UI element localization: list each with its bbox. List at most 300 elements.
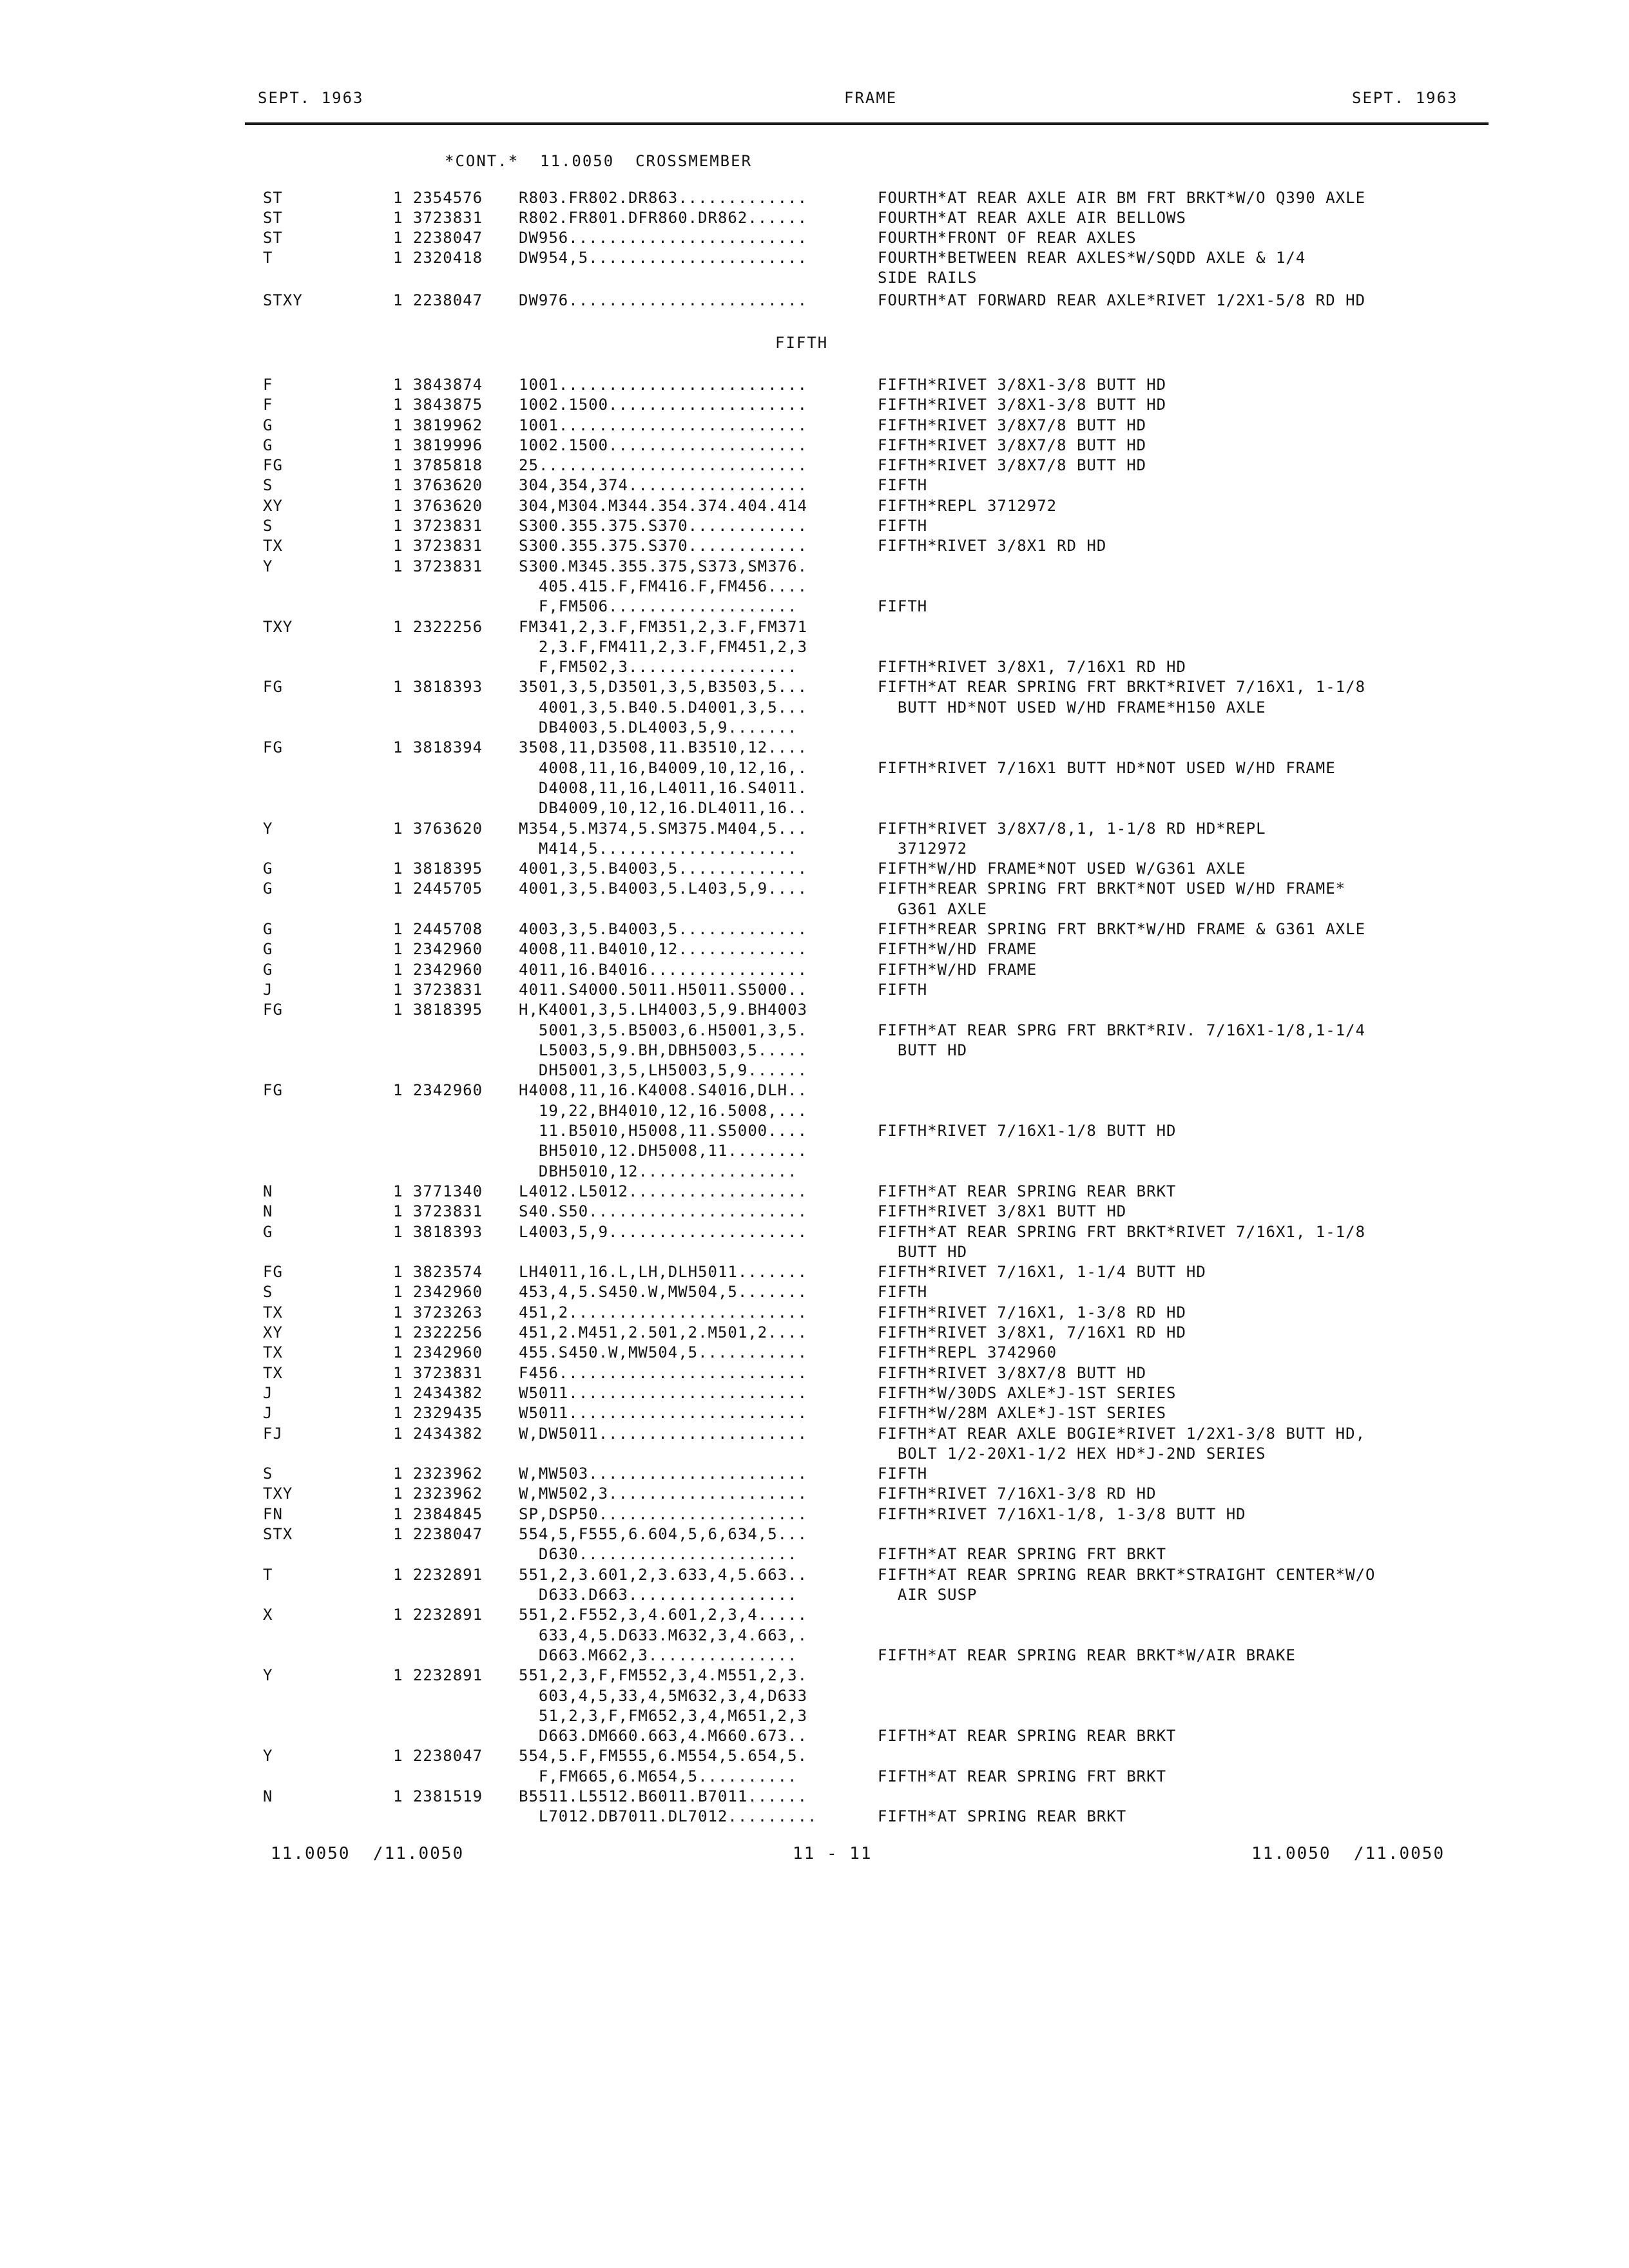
list-item xyxy=(0,189,1629,209)
row-description: FIFTH*REAR SPRING FRT BRKT*W/HD FRAME & G361 AXLE xyxy=(878,920,1366,938)
row-description: FIFTH*AT REAR SPRING REAR BRKT*STRAIGHT CENTER*W/O xyxy=(878,1566,1376,1584)
list-item xyxy=(0,1182,1629,1202)
row-code: FG xyxy=(263,738,283,756)
list-item xyxy=(0,718,1629,738)
row-models: 554,5,F555,6.604,5,6,634,5... xyxy=(519,1525,808,1543)
row-code: G xyxy=(263,940,273,958)
list-item xyxy=(0,1646,1629,1666)
row-part-number: 1 3723263 xyxy=(393,1303,483,1321)
list-item xyxy=(0,900,1629,920)
row-part-number: 1 2232891 xyxy=(393,1666,483,1684)
list-item xyxy=(0,1425,1629,1445)
list-item xyxy=(0,1243,1629,1263)
row-part-number: 1 3819996 xyxy=(393,436,483,454)
list-item xyxy=(0,1666,1629,1686)
row-code: TX xyxy=(263,1364,283,1382)
row-models: M354,5.M374,5.SM375.M404,5... xyxy=(519,820,808,838)
row-part-number: 1 2238047 xyxy=(393,1747,483,1765)
row-description: FIFTH*AT REAR SPRING FRT BRKT xyxy=(878,1767,1167,1785)
list-item xyxy=(0,436,1629,456)
row-models: D663.DM660.663,4.M660.673.. xyxy=(519,1727,808,1745)
list-item xyxy=(0,1162,1629,1182)
list-item xyxy=(0,1343,1629,1363)
list-item xyxy=(0,1505,1629,1525)
row-part-number: 1 2232891 xyxy=(393,1606,483,1624)
row-description: FOURTH*BETWEEN REAR AXLES*W/SQDD AXLE & 1/4 xyxy=(878,249,1306,267)
row-description: FIFTH*RIVET 7/16X1 BUTT HD*NOT USED W/HD FRAME xyxy=(878,759,1336,777)
list-item xyxy=(0,1787,1629,1807)
row-models: 1001......................... xyxy=(519,416,808,434)
row-models: 5001,3,5.B5003,6.H5001,3,5. xyxy=(519,1021,808,1039)
row-part-number: 1 2434382 xyxy=(393,1384,483,1402)
row-models: F,FM665,6.M654,5.......... xyxy=(519,1767,798,1785)
row-description: FIFTH*RIVET 3/8X1-3/8 BUTT HD xyxy=(878,396,1167,414)
row-part-number: 1 3763620 xyxy=(393,476,483,494)
row-models: W5011........................ xyxy=(519,1384,808,1402)
row-code: N xyxy=(263,1202,273,1220)
row-description: FIFTH*RIVET 3/8X7/8 BUTT HD xyxy=(878,456,1147,474)
row-part-number: 1 2342960 xyxy=(393,1283,483,1301)
group-title: FIFTH xyxy=(775,334,829,352)
row-models: S40.S50...................... xyxy=(519,1202,808,1220)
row-models: 25........................... xyxy=(519,456,808,474)
row-models: 3508,11,D3508,11.B3510,12.... xyxy=(519,738,808,756)
row-code: FG xyxy=(263,456,283,474)
row-description: FIFTH*AT REAR SPRING REAR BRKT xyxy=(878,1727,1177,1745)
row-models: 405.415.F,FM416.F,FM456.... xyxy=(519,577,808,595)
list-item xyxy=(0,1001,1629,1021)
row-part-number: 1 2322256 xyxy=(393,1323,483,1341)
footer-page-number: 11 - 11 xyxy=(793,1844,872,1863)
list-item xyxy=(0,1404,1629,1424)
row-description: FOURTH*AT REAR AXLE AIR BM FRT BRKT*W/O Q390 AXLE xyxy=(878,189,1366,207)
row-code: Y xyxy=(263,820,273,838)
row-description: FIFTH*AT SPRING REAR BRKT xyxy=(878,1807,1127,1825)
row-models: DBH5010,12................ xyxy=(519,1162,798,1180)
row-part-number: 1 3818395 xyxy=(393,860,483,878)
row-models: 4008,11.B4010,12............. xyxy=(519,940,808,958)
list-item xyxy=(0,1485,1629,1504)
section-title: *CONT.* 11.0050 CROSSMEMBER xyxy=(445,152,753,170)
list-item xyxy=(0,698,1629,718)
list-item xyxy=(0,940,1629,960)
row-models: 1001......................... xyxy=(519,376,808,394)
row-part-number: 1 3723831 xyxy=(393,209,483,227)
row-models: S300.355.375.S370............ xyxy=(519,517,808,535)
row-description: 3712972 xyxy=(878,840,968,858)
row-models: 551,2,3.601,2,3.633,4,5.663.. xyxy=(519,1566,808,1584)
row-part-number: 1 3723831 xyxy=(393,557,483,575)
row-description: FIFTH xyxy=(878,1465,928,1483)
row-description: FIFTH*REAR SPRING FRT BRKT*NOT USED W/HD FRAME* xyxy=(878,879,1346,898)
list-item xyxy=(0,1707,1629,1727)
row-description: FIFTH*RIVET 3/8X7/8 BUTT HD xyxy=(878,416,1147,434)
row-description: SIDE RAILS xyxy=(878,269,978,287)
row-code: G xyxy=(263,879,273,898)
row-part-number: 1 3818393 xyxy=(393,678,483,696)
row-part-number: 1 3818394 xyxy=(393,738,483,756)
list-item xyxy=(0,1586,1629,1606)
list-item xyxy=(0,396,1629,416)
row-part-number: 1 2445705 xyxy=(393,879,483,898)
row-models: 4003,3,5.B4003,5............. xyxy=(519,920,808,938)
list-item xyxy=(0,476,1629,496)
row-description: AIR SUSP xyxy=(878,1586,978,1604)
list-item xyxy=(0,597,1629,617)
row-description: FIFTH*RIVET 3/8X7/8,1, 1-1/8 RD HD*REPL xyxy=(878,820,1266,838)
row-code: G xyxy=(263,961,273,979)
list-item xyxy=(0,249,1629,269)
list-item xyxy=(0,1606,1629,1626)
row-models: W,DW5011..................... xyxy=(519,1425,808,1443)
list-item xyxy=(0,1041,1629,1061)
row-description: BUTT HD xyxy=(878,1041,968,1059)
row-part-number: 1 2381519 xyxy=(393,1787,483,1805)
row-part-number: 1 2354576 xyxy=(393,189,483,207)
row-description: FIFTH*RIVET 3/8X7/8 BUTT HD xyxy=(878,1364,1147,1382)
row-code: J xyxy=(263,1384,273,1402)
row-code: FG xyxy=(263,678,283,696)
list-item xyxy=(0,1202,1629,1222)
row-models: DW954,5...................... xyxy=(519,249,808,267)
row-code: T xyxy=(263,1566,273,1584)
list-item xyxy=(0,779,1629,799)
row-part-number: 1 3723831 xyxy=(393,981,483,999)
list-item xyxy=(0,1465,1629,1485)
row-models: F456......................... xyxy=(519,1364,808,1382)
row-models: 4001,3,5.B40.5.D4001,3,5... xyxy=(519,698,808,716)
row-description: FIFTH*RIVET 7/16X1-3/8 RD HD xyxy=(878,1485,1157,1503)
row-description: FIFTH*REPL 3712972 xyxy=(878,497,1057,515)
header-title: FRAME xyxy=(844,89,898,107)
row-description: FIFTH*RIVET 7/16X1-1/8, 1-3/8 BUTT HD xyxy=(878,1505,1246,1523)
row-part-number: 1 2342960 xyxy=(393,940,483,958)
row-description: FIFTH*RIVET 7/16X1, 1-1/4 BUTT HD xyxy=(878,1263,1206,1281)
row-description: FIFTH xyxy=(878,476,928,494)
row-models: 4001,3,5.B4003,5............. xyxy=(519,860,808,878)
row-code: XY xyxy=(263,497,283,515)
list-item xyxy=(0,1767,1629,1787)
row-models: F,FM502,3................. xyxy=(519,658,798,676)
row-models: M414,5.................... xyxy=(519,840,798,858)
row-part-number: 1 3818395 xyxy=(393,1001,483,1019)
row-code: TXY xyxy=(263,618,293,636)
row-description: FIFTH*RIVET 3/8X1, 7/16X1 RD HD xyxy=(878,658,1186,676)
row-models: W5011........................ xyxy=(519,1404,808,1422)
list-item xyxy=(0,879,1629,899)
list-item xyxy=(0,1566,1629,1586)
row-models: 4011,16.B4016................ xyxy=(519,961,808,979)
row-description: FIFTH*REPL 3742960 xyxy=(878,1343,1057,1361)
list-item xyxy=(0,1283,1629,1303)
row-code: FG xyxy=(263,1081,283,1099)
row-code: G xyxy=(263,436,273,454)
row-code: ST xyxy=(263,229,283,247)
row-code: STX xyxy=(263,1525,293,1543)
row-code: Y xyxy=(263,557,273,575)
row-part-number: 1 2323962 xyxy=(393,1485,483,1503)
row-description: FOURTH*AT REAR AXLE AIR BELLOWS xyxy=(878,209,1186,227)
row-part-number: 1 2232891 xyxy=(393,1566,483,1584)
list-item xyxy=(0,1687,1629,1707)
footer-right: 11.0050 /11.0050 xyxy=(1251,1844,1445,1863)
row-models: 451,2.M451,2.501,2.M501,2.... xyxy=(519,1323,808,1341)
list-item xyxy=(0,860,1629,879)
row-models: 455.S450.W,MW504,5........... xyxy=(519,1343,808,1361)
row-part-number: 1 3723831 xyxy=(393,517,483,535)
list-item xyxy=(0,920,1629,940)
row-models: L7012.DB7011.DL7012......... xyxy=(519,1807,818,1825)
row-description: FIFTH*W/HD FRAME*NOT USED W/G361 AXLE xyxy=(878,860,1246,878)
list-item xyxy=(0,517,1629,537)
row-code: N xyxy=(263,1787,273,1805)
row-code: ST xyxy=(263,189,283,207)
row-models: D4008,11,16,L4011,16.S4011. xyxy=(519,779,808,797)
row-code: FJ xyxy=(263,1425,283,1443)
list-item xyxy=(0,1727,1629,1747)
row-models: L5003,5,9.BH,DBH5003,5..... xyxy=(519,1041,808,1059)
list-item xyxy=(0,678,1629,698)
row-code: FG xyxy=(263,1001,283,1019)
row-code: Y xyxy=(263,1666,273,1684)
row-description: FIFTH xyxy=(878,1283,928,1301)
row-models: L4003,5,9.................... xyxy=(519,1223,808,1241)
row-code: F xyxy=(263,376,273,394)
row-part-number: 1 3785818 xyxy=(393,456,483,474)
header-rule xyxy=(245,122,1489,125)
row-part-number: 1 3843874 xyxy=(393,376,483,394)
row-code: FG xyxy=(263,1263,283,1281)
list-item xyxy=(0,376,1629,396)
list-item xyxy=(0,1445,1629,1465)
row-code: G xyxy=(263,1223,273,1241)
row-models: 451,2........................ xyxy=(519,1303,808,1321)
list-item xyxy=(0,658,1629,678)
row-description: FOURTH*FRONT OF REAR AXLES xyxy=(878,229,1137,247)
list-item xyxy=(0,981,1629,1001)
row-models: B5511.L5512.B6011.B7011...... xyxy=(519,1787,808,1805)
row-models: 3501,3,5,D3501,3,5,B3503,5... xyxy=(519,678,808,696)
row-part-number: 1 2238047 xyxy=(393,1525,483,1543)
row-part-number: 1 3723831 xyxy=(393,1364,483,1382)
row-models: L4012.L5012.................. xyxy=(519,1182,808,1200)
row-part-number: 1 2238047 xyxy=(393,229,483,247)
row-code: J xyxy=(263,981,273,999)
row-code: G xyxy=(263,920,273,938)
row-description: FOURTH*AT FORWARD REAR AXLE*RIVET 1/2X1-5/8 RD HD xyxy=(878,291,1366,309)
row-models: R803.FR802.DR863............. xyxy=(519,189,808,207)
list-item xyxy=(0,1102,1629,1122)
row-code: S xyxy=(263,1465,273,1483)
row-models: S300.M345.355.375,S373,SM376. xyxy=(519,557,808,575)
row-models: F,FM506................... xyxy=(519,597,798,615)
row-code: X xyxy=(263,1606,273,1624)
row-models: DB4009,10,12,16.DL4011,16.. xyxy=(519,799,808,817)
row-part-number: 1 2445708 xyxy=(393,920,483,938)
list-item xyxy=(0,1081,1629,1101)
row-models: SP,DSP50..................... xyxy=(519,1505,808,1523)
row-part-number: 1 3771340 xyxy=(393,1182,483,1200)
row-description: FIFTH*RIVET 3/8X1, 7/16X1 RD HD xyxy=(878,1323,1186,1341)
row-code: XY xyxy=(263,1323,283,1341)
row-description: FIFTH*AT REAR SPRG FRT BRKT*RIV. 7/16X1-1/8,1-1/4 xyxy=(878,1021,1366,1039)
row-description: FIFTH xyxy=(878,981,928,999)
row-models: 51,2,3,F,FM652,3,4,M651,2,3 xyxy=(519,1707,808,1725)
row-models: DW976........................ xyxy=(519,291,808,309)
list-item xyxy=(0,497,1629,517)
row-models: 554,5.F,FM555,6.M554,5.654,5. xyxy=(519,1747,808,1765)
row-models: 1002.1500.................... xyxy=(519,396,808,414)
list-item xyxy=(0,961,1629,981)
row-models: 19,22,BH4010,12,16.5008,... xyxy=(519,1102,808,1120)
row-models: R802.FR801.DFR860.DR862...... xyxy=(519,209,808,227)
row-code: S xyxy=(263,517,273,535)
row-code: TX xyxy=(263,1303,283,1321)
row-code: J xyxy=(263,1404,273,1422)
row-models: S300.355.375.S370............ xyxy=(519,537,808,555)
row-code: S xyxy=(263,476,273,494)
row-part-number: 1 3819962 xyxy=(393,416,483,434)
row-models: 551,2,3,F,FM552,3,4.M551,2,3. xyxy=(519,1666,808,1684)
list-item xyxy=(0,209,1629,229)
row-description: FIFTH*AT REAR SPRING FRT BRKT*RIVET 7/16X1, 1-1/8 xyxy=(878,678,1366,696)
row-part-number: 1 2323962 xyxy=(393,1465,483,1483)
row-models: 4001,3,5.B4003,5.L403,5,9.... xyxy=(519,879,808,898)
row-description: FIFTH*RIVET 3/8X7/8 BUTT HD xyxy=(878,436,1147,454)
row-part-number: 1 2322256 xyxy=(393,618,483,636)
row-part-number: 1 3763620 xyxy=(393,820,483,838)
list-item xyxy=(0,1122,1629,1142)
list-item xyxy=(0,1263,1629,1283)
list-item xyxy=(0,1364,1629,1384)
row-part-number: 1 2342960 xyxy=(393,1343,483,1361)
row-part-number: 1 3763620 xyxy=(393,497,483,515)
row-code: TX xyxy=(263,537,283,555)
row-part-number: 1 2342960 xyxy=(393,1081,483,1099)
row-part-number: 1 2238047 xyxy=(393,291,483,309)
row-description: FIFTH*AT REAR SPRING REAR BRKT xyxy=(878,1182,1177,1200)
list-item xyxy=(0,738,1629,758)
list-item xyxy=(0,1807,1629,1827)
row-description: FIFTH*AT REAR AXLE BOGIE*RIVET 1/2X1-3/8 BUTT HD, xyxy=(878,1425,1366,1443)
list-item xyxy=(0,638,1629,658)
row-code: TX xyxy=(263,1343,283,1361)
row-description: G361 AXLE xyxy=(878,900,987,918)
row-models: 4008,11,16,B4009,10,12,16,. xyxy=(519,759,808,777)
row-description: FIFTH*W/HD FRAME xyxy=(878,961,1037,979)
list-item xyxy=(0,291,1629,311)
row-code: F xyxy=(263,396,273,414)
list-item xyxy=(0,1223,1629,1243)
header-date-right: SEPT. 1963 xyxy=(1352,89,1458,107)
row-part-number: 1 3843875 xyxy=(393,396,483,414)
row-models: 2,3.F,FM411,2,3.F,FM451,2,3 xyxy=(519,638,808,656)
list-item xyxy=(0,557,1629,577)
row-code: Y xyxy=(263,1747,273,1765)
row-models: DB4003,5.DL4003,5,9....... xyxy=(519,718,798,736)
row-part-number: 1 3823574 xyxy=(393,1263,483,1281)
row-part-number: 1 3818393 xyxy=(393,1223,483,1241)
list-item xyxy=(0,1323,1629,1343)
row-part-number: 1 2342960 xyxy=(393,961,483,979)
row-description: FIFTH*RIVET 3/8X1 BUTT HD xyxy=(878,1202,1127,1220)
row-models: 11.B5010,H5008,11.S5000.... xyxy=(519,1122,808,1140)
list-item xyxy=(0,759,1629,779)
row-models: BH5010,12.DH5008,11........ xyxy=(519,1142,808,1160)
list-item xyxy=(0,1545,1629,1565)
list-item xyxy=(0,416,1629,436)
row-description: BOLT 1/2-20X1-1/2 HEX HD*J-2ND SERIES xyxy=(878,1445,1266,1463)
row-models: 1002.1500.................... xyxy=(519,436,808,454)
row-part-number: 1 2320418 xyxy=(393,249,483,267)
row-description: FIFTH*RIVET 3/8X1-3/8 BUTT HD xyxy=(878,376,1167,394)
row-description: FIFTH xyxy=(878,517,928,535)
row-models: D663.M662,3............... xyxy=(519,1646,798,1664)
row-description: FIFTH*AT REAR SPRING FRT BRKT xyxy=(878,1545,1167,1563)
header-date-left: SEPT. 1963 xyxy=(258,89,364,107)
row-description: FIFTH*AT REAR SPRING REAR BRKT*W/AIR BRAKE xyxy=(878,1646,1296,1664)
row-description: FIFTH*RIVET 7/16X1, 1-3/8 RD HD xyxy=(878,1303,1186,1321)
list-item xyxy=(0,577,1629,597)
list-item xyxy=(0,537,1629,557)
list-item xyxy=(0,1142,1629,1162)
row-description: BUTT HD*NOT USED W/HD FRAME*H150 AXLE xyxy=(878,698,1266,716)
row-code: STXY xyxy=(263,291,303,309)
row-models: 4011.S4000.5011.H5011.S5000.. xyxy=(519,981,808,999)
row-models: LH4011,16.L,LH,DLH5011....... xyxy=(519,1263,808,1281)
row-models: FM341,2,3.F,FM351,2,3.F,FM371 xyxy=(519,618,808,636)
row-code: ST xyxy=(263,209,283,227)
list-item xyxy=(0,229,1629,249)
row-description: FIFTH xyxy=(878,597,928,615)
row-code: FN xyxy=(263,1505,283,1523)
row-part-number: 1 2329435 xyxy=(393,1404,483,1422)
row-models: H4008,11,16.K4008.S4016,DLH.. xyxy=(519,1081,808,1099)
row-code: T xyxy=(263,249,273,267)
row-description: FIFTH*W/28M AXLE*J-1ST SERIES xyxy=(878,1404,1167,1422)
list-item xyxy=(0,1747,1629,1767)
list-item xyxy=(0,1626,1629,1646)
row-description: BUTT HD xyxy=(878,1243,968,1261)
row-code: TXY xyxy=(263,1485,293,1503)
list-item xyxy=(0,799,1629,819)
row-models: 603,4,5,33,4,5M632,3,4,D633 xyxy=(519,1687,808,1705)
row-models: D633.D663................. xyxy=(519,1586,798,1604)
row-description: FIFTH*AT REAR SPRING FRT BRKT*RIVET 7/16X1, 1-1/8 xyxy=(878,1223,1366,1241)
row-description: FIFTH*RIVET 3/8X1 RD HD xyxy=(878,537,1107,555)
row-models: 304,M304.M344.354.374.404.414 xyxy=(519,497,808,515)
list-item xyxy=(0,269,1629,289)
list-item xyxy=(0,1384,1629,1404)
list-item xyxy=(0,1303,1629,1323)
list-item xyxy=(0,456,1629,476)
row-models: W,MW502,3.................... xyxy=(519,1485,808,1503)
row-part-number: 1 3723831 xyxy=(393,537,483,555)
list-item xyxy=(0,840,1629,860)
row-models: 551,2.F552,3,4.601,2,3,4..... xyxy=(519,1606,808,1624)
row-code: N xyxy=(263,1182,273,1200)
row-models: DW956........................ xyxy=(519,229,808,247)
row-models: 453,4,5.S450.W,MW504,5....... xyxy=(519,1283,808,1301)
row-models: 304,354,374.................. xyxy=(519,476,808,494)
row-models: H,K4001,3,5.LH4003,5,9.BH4003 xyxy=(519,1001,808,1019)
row-description: FIFTH*W/HD FRAME xyxy=(878,940,1037,958)
list-item xyxy=(0,1525,1629,1545)
row-models: D630...................... xyxy=(519,1545,798,1563)
list-item xyxy=(0,1021,1629,1041)
row-code: S xyxy=(263,1283,273,1301)
footer-left: 11.0050 /11.0050 xyxy=(271,1844,465,1863)
